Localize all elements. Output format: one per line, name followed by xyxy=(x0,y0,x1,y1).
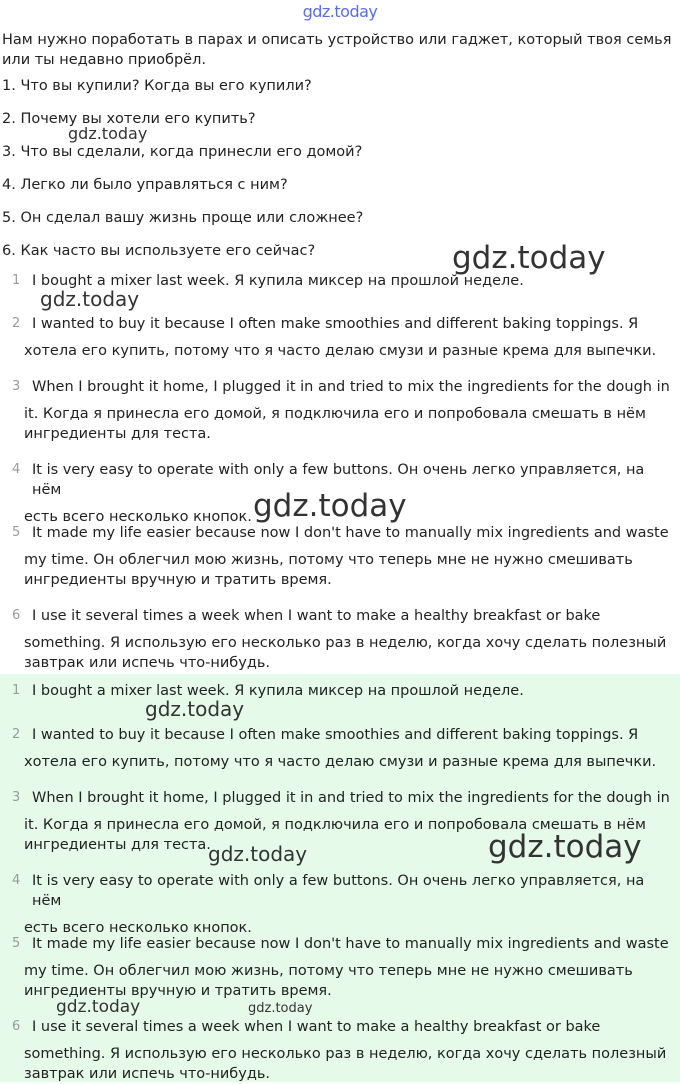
answer-number: 3 xyxy=(12,379,21,394)
answer-text-line1: When I brought it home, I plugged it in and tried to mix the ingredients for the dough in xyxy=(32,379,670,395)
answer-text-line1: I use it several times a week when I want to make a healthy breakfast or bake xyxy=(32,1019,601,1035)
answer-number: 1 xyxy=(12,683,21,698)
answer-number: 6 xyxy=(12,1019,21,1034)
answer-block-a xyxy=(0,262,680,676)
answer-text-rest: something. Я использую его несколько раз в неделю, когда хочу сделать полезный завтрак или испечь что-нибудь. xyxy=(24,1046,667,1082)
question-4: 4. Легко ли было управляться с ним? xyxy=(2,177,288,193)
answer-item-5 xyxy=(12,523,672,590)
watermark: gdz.today xyxy=(68,124,148,143)
answer-text-rest: хотела его купить, потому что я часто делаю смузи и разные крема для выпечки. xyxy=(24,754,657,770)
answer-item-2 xyxy=(12,725,672,772)
answer-item-6 xyxy=(12,606,672,673)
answer-text-rest: есть всего несколько кнопок. xyxy=(24,920,252,936)
answer-text-line1: I wanted to buy it because I often make smoothies and different baking toppings. Я xyxy=(32,316,639,332)
answer-number: 5 xyxy=(12,525,21,540)
watermark: gdz.today xyxy=(488,829,642,865)
question-3: 3. Что вы сделали, когда принесли его домой? xyxy=(2,144,363,160)
answer-item-2 xyxy=(12,314,672,361)
answer-number: 2 xyxy=(12,316,21,331)
answer-text-rest: it. Когда я принесла его домой, я подключила его и попробовала смешать в нём ингредиенты для теста. xyxy=(24,406,646,442)
answer-number: 2 xyxy=(12,727,21,742)
watermark: gdz.today xyxy=(56,997,141,1017)
answer-item-3 xyxy=(12,377,672,444)
site-logo[interactable]: gdz.today xyxy=(302,2,378,21)
answer-number: 4 xyxy=(12,462,21,477)
answer-number: 4 xyxy=(12,873,21,888)
answer-text-line1: It is very easy to operate with only a few buttons. Он очень легко управляется, на нём xyxy=(32,873,645,909)
answer-text-rest: something. Я использую его несколько раз в неделю, когда хочу сделать полезный завтрак или испечь что-нибудь. xyxy=(24,635,667,671)
answer-number: 1 xyxy=(12,273,21,288)
answer-text-line1: I wanted to buy it because I often make smoothies and different baking toppings. Я xyxy=(32,727,639,743)
watermark: gdz.today xyxy=(253,488,407,524)
answer-item-5 xyxy=(12,934,672,1001)
question-5: 5. Он сделал вашу жизнь проще или сложнее? xyxy=(2,210,364,226)
answer-block-b xyxy=(0,674,680,1082)
answer-text-line1: When I brought it home, I plugged it in and tried to mix the ingredients for the dough in xyxy=(32,790,670,806)
watermark: gdz.today xyxy=(208,842,308,866)
answer-text-line1: I use it several times a week when I want to make a healthy breakfast or bake xyxy=(32,608,601,624)
question-6: 6. Как часто вы используете его сейчас? xyxy=(2,243,316,259)
answer-text-rest: my time. Он облегчил мою жизнь, потому что теперь мне не нужно смешивать ингредиенты вручную и тратить время. xyxy=(24,552,633,588)
answer-text-line1: It is very easy to operate with only a few buttons. Он очень легко управляется, на нём xyxy=(32,462,645,498)
watermark: gdz.today xyxy=(248,1001,313,1016)
answer-text-line1: It made my life easier because now I don't have to manually mix ingredients and waste xyxy=(32,936,669,952)
answer-number: 3 xyxy=(12,790,21,805)
answer-item-6 xyxy=(12,1017,672,1084)
answer-text: I bought a mixer last week. Я купила миксер на прошлой неделе. xyxy=(32,683,524,699)
question-1: 1. Что вы купили? Когда вы его купили? xyxy=(2,78,312,94)
answer-text-rest: my time. Он облегчил мою жизнь, потому что теперь мне не нужно смешивать ингредиенты вручную и тратить время. xyxy=(24,963,633,999)
answer-item-4 xyxy=(12,871,672,938)
intro-text: Нам нужно поработать в парах и описать устройство или гаджет, который твоя семья или ты недавно приобрёл. xyxy=(2,32,672,68)
answer-text-line1: It made my life easier because now I don't have to manually mix ingredients and waste xyxy=(32,525,669,541)
watermark: gdz.today xyxy=(145,697,245,721)
answer-number: 5 xyxy=(12,936,21,951)
answer-item-1 xyxy=(12,681,672,701)
answer-text-rest: есть всего несколько кнопок. xyxy=(24,509,252,525)
answer-text-rest: хотела его купить, потому что я часто делаю смузи и разные крема для выпечки. xyxy=(24,343,657,359)
question-2: 2. Почему вы хотели его купить? xyxy=(2,111,256,127)
answer-text: I bought a mixer last week. Я купила миксер на прошлой неделе. xyxy=(32,273,524,289)
answer-text-rest: it. Когда я принесла его домой, я подключила его и попробовала смешать в нём ингредиенты для теста. xyxy=(24,817,646,853)
watermark: gdz.today xyxy=(452,240,606,276)
answer-number: 6 xyxy=(12,608,21,623)
watermark: gdz.today xyxy=(40,287,140,311)
